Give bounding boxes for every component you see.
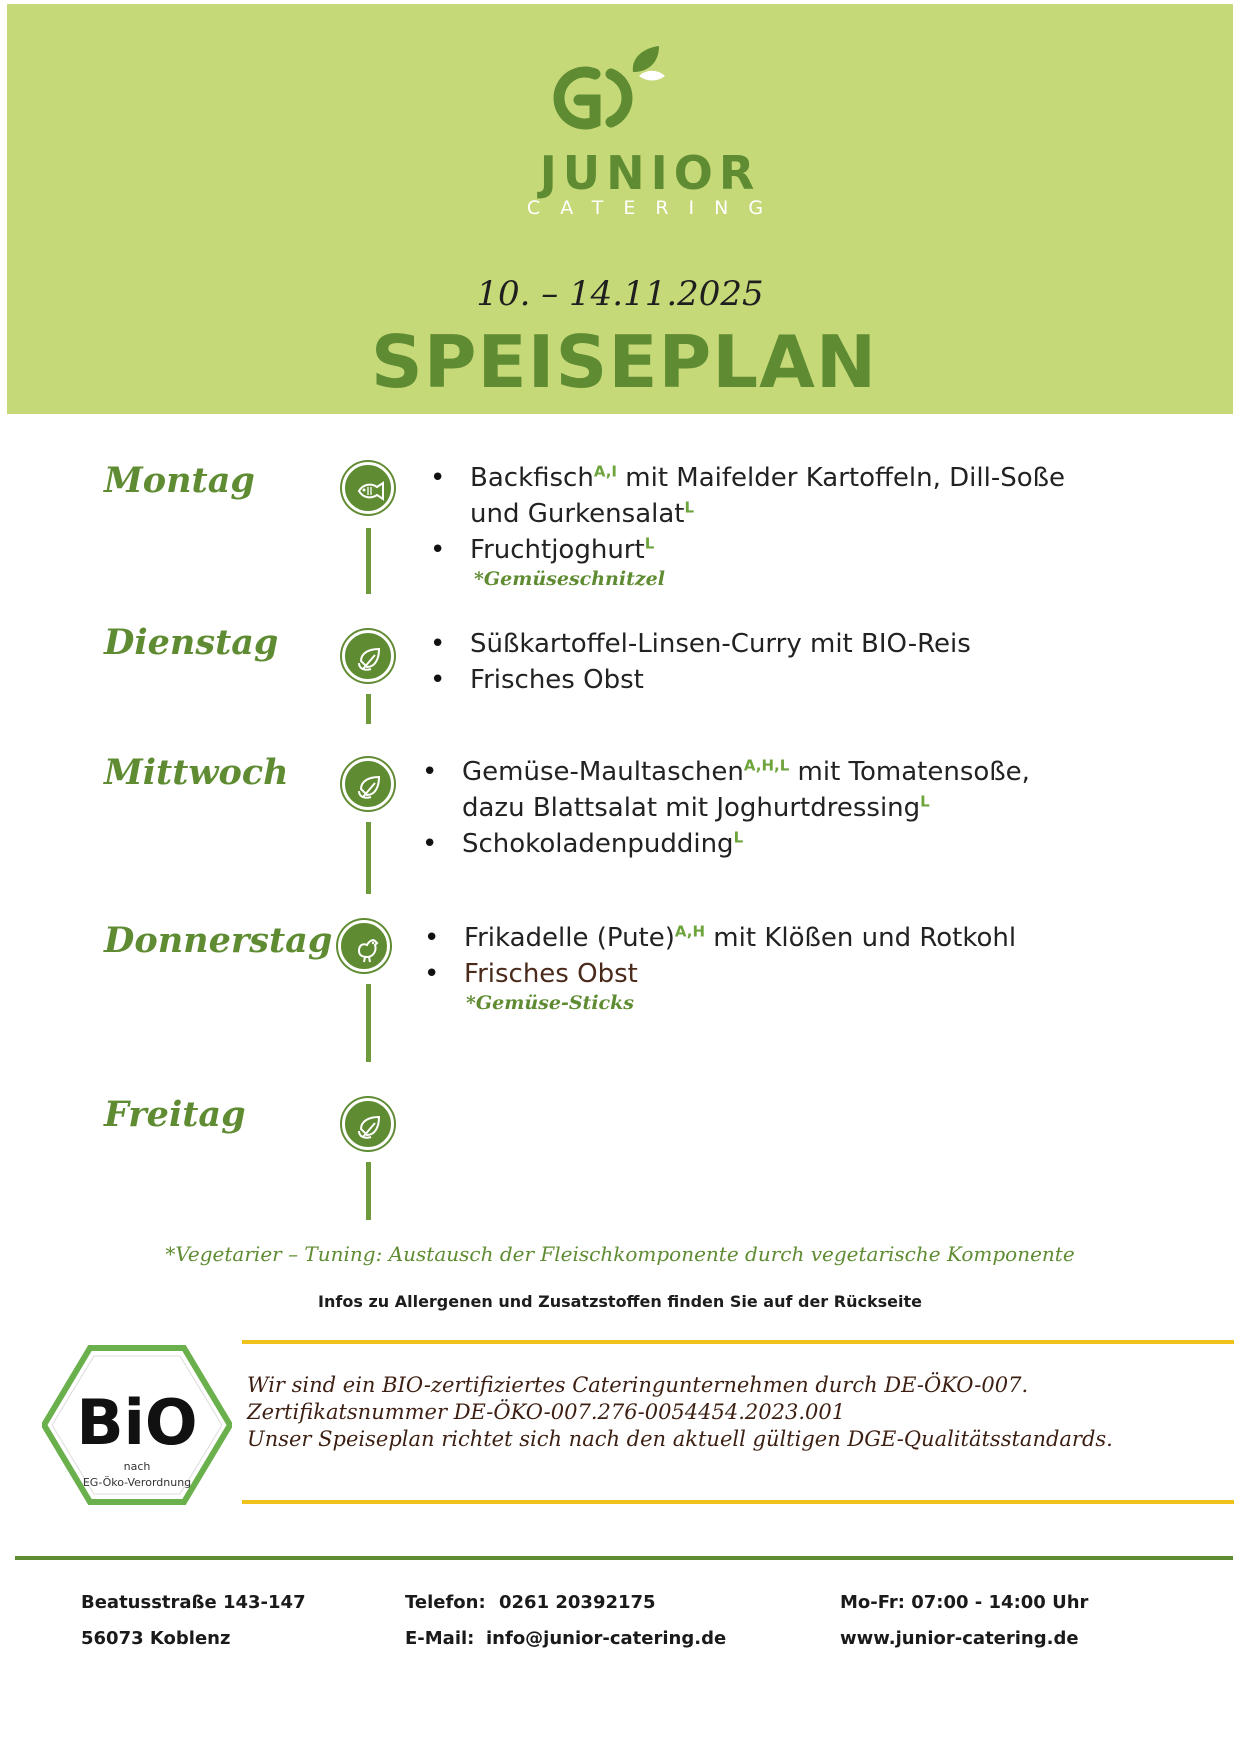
- menu-list-montag: [430, 460, 1210, 568]
- list-item: • Frikadelle (Pute)$^{A,H}$ mit Klößen und Rotkohl: [424, 920, 1224, 956]
- menu-list-donnerstag: [424, 920, 1224, 992]
- brand-name: JUNIOR: [539, 146, 761, 200]
- address-city: 56073 Koblenz: [81, 1628, 231, 1649]
- timeline-line: [366, 528, 371, 594]
- bio-divider-bottom: [242, 1500, 1234, 1504]
- fish-icon: [342, 462, 394, 514]
- list-item: • Fruchtjoghurt$^L$: [430, 532, 1210, 568]
- timeline-line: [366, 694, 371, 724]
- list-item: • Frisches Obst: [424, 956, 1224, 992]
- header-banner: [7, 4, 1233, 414]
- bio-seal-icon: [42, 1344, 232, 1506]
- day-label-donnerstag: Donnerstag: [104, 920, 333, 961]
- footer-divider: [15, 1556, 1233, 1560]
- email-label: E-Mail:: [405, 1628, 475, 1649]
- phone-label: Telefon:: [405, 1592, 486, 1613]
- page-title: SPEISEPLAN: [370, 320, 878, 404]
- vegetarian-alternative: *Gemüse-Sticks: [466, 992, 634, 1014]
- menu-list-dienstag: [430, 626, 1210, 698]
- phone-number: 0261 20392175: [499, 1592, 656, 1613]
- bio-seal-sub: EG-Öko-Verordnung: [82, 1476, 192, 1489]
- day-label-mittwoch: Mittwoch: [104, 752, 289, 793]
- opening-hours: Mo-Fr: 07:00 - 14:00 Uhr: [840, 1592, 1089, 1613]
- date-range: 10. – 14.11.2025: [476, 274, 764, 314]
- vegetarian-tuning-note: *Vegetarier – Tuning: Austausch der Fleischkomponente durch vegetarische Komponente: [165, 1242, 1075, 1266]
- allergen-info-note: Infos zu Allergenen und Zusatzstoffen finden Sie auf der Rückseite: [318, 1292, 922, 1311]
- leaf-icon: [342, 1098, 394, 1150]
- list-item: • Süßkartoffel-Linsen-Curry mit BIO-Reis: [430, 626, 1210, 662]
- list-item: • Backfisch$^{A,I}$ mit Maifelder Kartoffeln, Dill-Soße und Gurkensalat$^L$: [430, 460, 1210, 532]
- timeline-line: [366, 984, 371, 1062]
- address-street: Beatusstraße 143-147: [81, 1592, 306, 1613]
- leaf-logo-icon: [547, 44, 677, 144]
- bio-seal-sub: nach: [123, 1460, 151, 1473]
- bio-certification-text: [247, 1372, 1227, 1453]
- leaf-icon: [342, 630, 394, 682]
- bio-divider-top: [242, 1340, 1234, 1344]
- chicken-icon: [338, 920, 390, 972]
- menu-list-mittwoch: [422, 754, 1222, 862]
- list-item: • Frisches Obst: [430, 662, 1210, 698]
- bio-line: Wir sind ein BIO-zertifiziertes Cateringunternehmen durch DE-ÖKO-007.: [247, 1373, 1029, 1397]
- day-label-freitag: Freitag: [104, 1094, 246, 1135]
- leaf-icon: [342, 758, 394, 810]
- day-label-dienstag: Dienstag: [104, 622, 279, 663]
- email-link[interactable]: info@junior-catering.de: [486, 1628, 727, 1649]
- brand-subtitle: CATERING: [526, 197, 784, 219]
- timeline-line: [366, 1162, 371, 1220]
- list-item: • Schokoladenpudding$^L$: [422, 826, 1222, 862]
- day-label-montag: Montag: [104, 460, 255, 501]
- timeline-line: [366, 822, 371, 894]
- website-link[interactable]: www.junior-catering.de: [840, 1628, 1079, 1649]
- bio-line: Zertifikatsnummer DE-ÖKO-007.276-0054454.2023.001: [247, 1400, 846, 1424]
- bio-line: Unser Speiseplan richtet sich nach den aktuell gültigen DGE-Qualitätsstandards.: [247, 1427, 1113, 1451]
- list-item: • Gemüse-Maultaschen$^{A,H,L}$ mit Tomatensoße, dazu Blattsalat mit Joghurtdressing$^L$: [422, 754, 1222, 826]
- bio-seal-text: BiO: [76, 1386, 198, 1459]
- vegetarian-alternative: *Gemüseschnitzel: [474, 568, 665, 590]
